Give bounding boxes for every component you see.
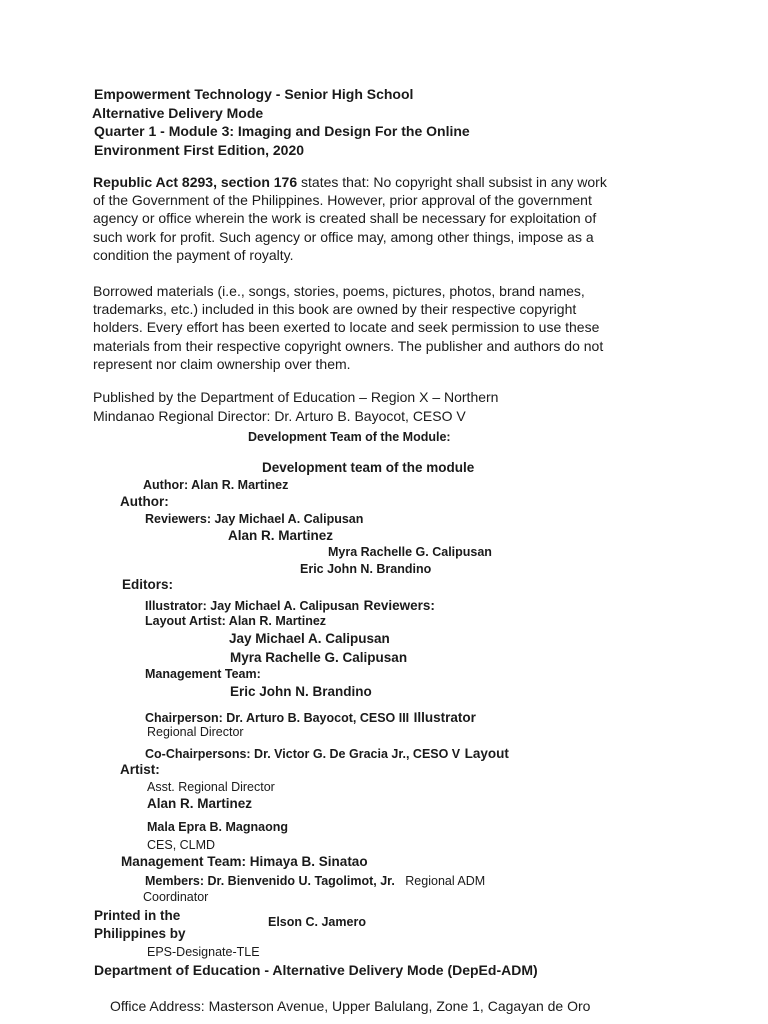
borrowed-line-2: trademarks, etc.) included in this book are owned by their respective copyright [93,301,577,317]
author-name-1: Alan R. Martinez [228,528,334,543]
author-label: Author: [120,494,169,509]
members-text: Members: Dr. Bienvenido U. Tagolimot, Jr. [145,874,395,888]
borrowed-line-4: materials from their respective copyright owners. The publisher and authors do not [93,338,604,354]
copyright-line-3: agency or office wherein the work is created shall be necessary for exploitation of [93,210,597,226]
eps-title: EPS-Designate-TLE [147,945,260,959]
team-title-large: Development team of the module [262,460,475,475]
copyright-line-2: of the Government of the Philippines. However, prior approval of the government [93,192,592,208]
eps-name: Elson C. Jamero [268,915,366,929]
cochair-text: Co-Chairpersons: Dr. Victor G. De Gracia Jr., CESO V [145,747,461,761]
copyright-line-4: such work for profit. Such agency or office may, among other things, impose as a [93,229,594,245]
author-line-small: Author: Alan R. Martinez [143,478,289,492]
copyright-act: Republic Act 8293, section 176 [93,174,298,190]
ces-clmd-title: CES, CLMD [147,838,216,852]
regional-adm-title: Regional ADM [405,874,486,888]
layout-line-small: Layout Artist: Alan R. Martinez [145,614,327,628]
reviewer-eric-small: Eric John N. Brandino [300,562,432,576]
borrowed-line-3: holders. Every effort has been exerted to locate and seek permission to use these [93,319,600,335]
header-module: Quarter 1 - Module 3: Imaging and Design For the Online [94,123,470,139]
layout-artist-name: Alan R. Martinez [147,796,253,811]
cochair-line [145,746,509,762]
layout-label: Layout [464,746,509,761]
reviewer-eric-big: Eric John N. Brandino [230,684,372,699]
illustrator-line [145,598,435,614]
asst-regional-director-title: Asst. Regional Director [147,780,275,794]
deped-adm-line: Department of Education - Alternative Delivery Mode (DepEd-ADM) [94,962,538,978]
header-edition: Environment First Edition, 2020 [94,142,305,158]
copyright-line-1 [93,175,607,189]
illustrator-line-small: Illustrator: Jay Michael A. Calipusan [145,599,360,613]
chairperson-text: Chairperson: Dr. Arturo B. Bayocot, CESO III [145,711,410,725]
printed-line-1: Printed in the [94,908,181,923]
mgmt-label-small: Management Team: [145,667,261,681]
management-team-line: Management Team: Himaya B. Sinatao [121,854,368,869]
reviewer-jay-big: Jay Michael A. Calipusan [229,631,390,646]
reviewer-myra-small: Myra Rachelle G. Calipusan [328,545,492,559]
illustrator-label: Illustrator [413,710,476,725]
printed-line-2: Philippines by [94,926,186,941]
team-title-small: Development Team of the Module: [248,430,451,444]
header-title: Empowerment Technology - Senior High School [94,86,414,102]
header-subtitle: Alternative Delivery Mode [92,105,264,121]
cid-chief-name: Mala Epra B. Magnaong [147,820,288,834]
reviewers-line-small: Reviewers: Jay Michael A. Calipusan [145,512,364,526]
copyright-text-1: states that: No copyright shall subsist in any work [301,174,607,190]
office-address: Office Address: Masterson Avenue, Upper Balulang, Zone 1, Cagayan de Oro [110,998,591,1014]
borrowed-line-1: Borrowed materials (i.e., songs, stories, poems, pictures, photos, brand names, [93,283,585,299]
coordinator-title: Coordinator [143,890,209,904]
regional-director-title: Regional Director [147,725,244,739]
editors-label: Editors: [122,577,174,592]
copyright-line-5: condition the payment of royalty. [93,247,294,263]
publisher-line-2: Mindanao Regional Director: Dr. Arturo B. Bayocot, CESO V [93,408,466,424]
publisher-line-1: Published by the Department of Education – Region X – Northern [93,389,499,405]
artist-label: Artist: [120,762,160,777]
borrowed-line-5: represent nor claim ownership over them. [93,356,351,372]
reviewer-myra-big: Myra Rachelle G. Calipusan [230,650,408,665]
reviewers-label: Reviewers: [363,598,435,613]
members-line [145,873,485,889]
chairperson-line [145,710,476,726]
